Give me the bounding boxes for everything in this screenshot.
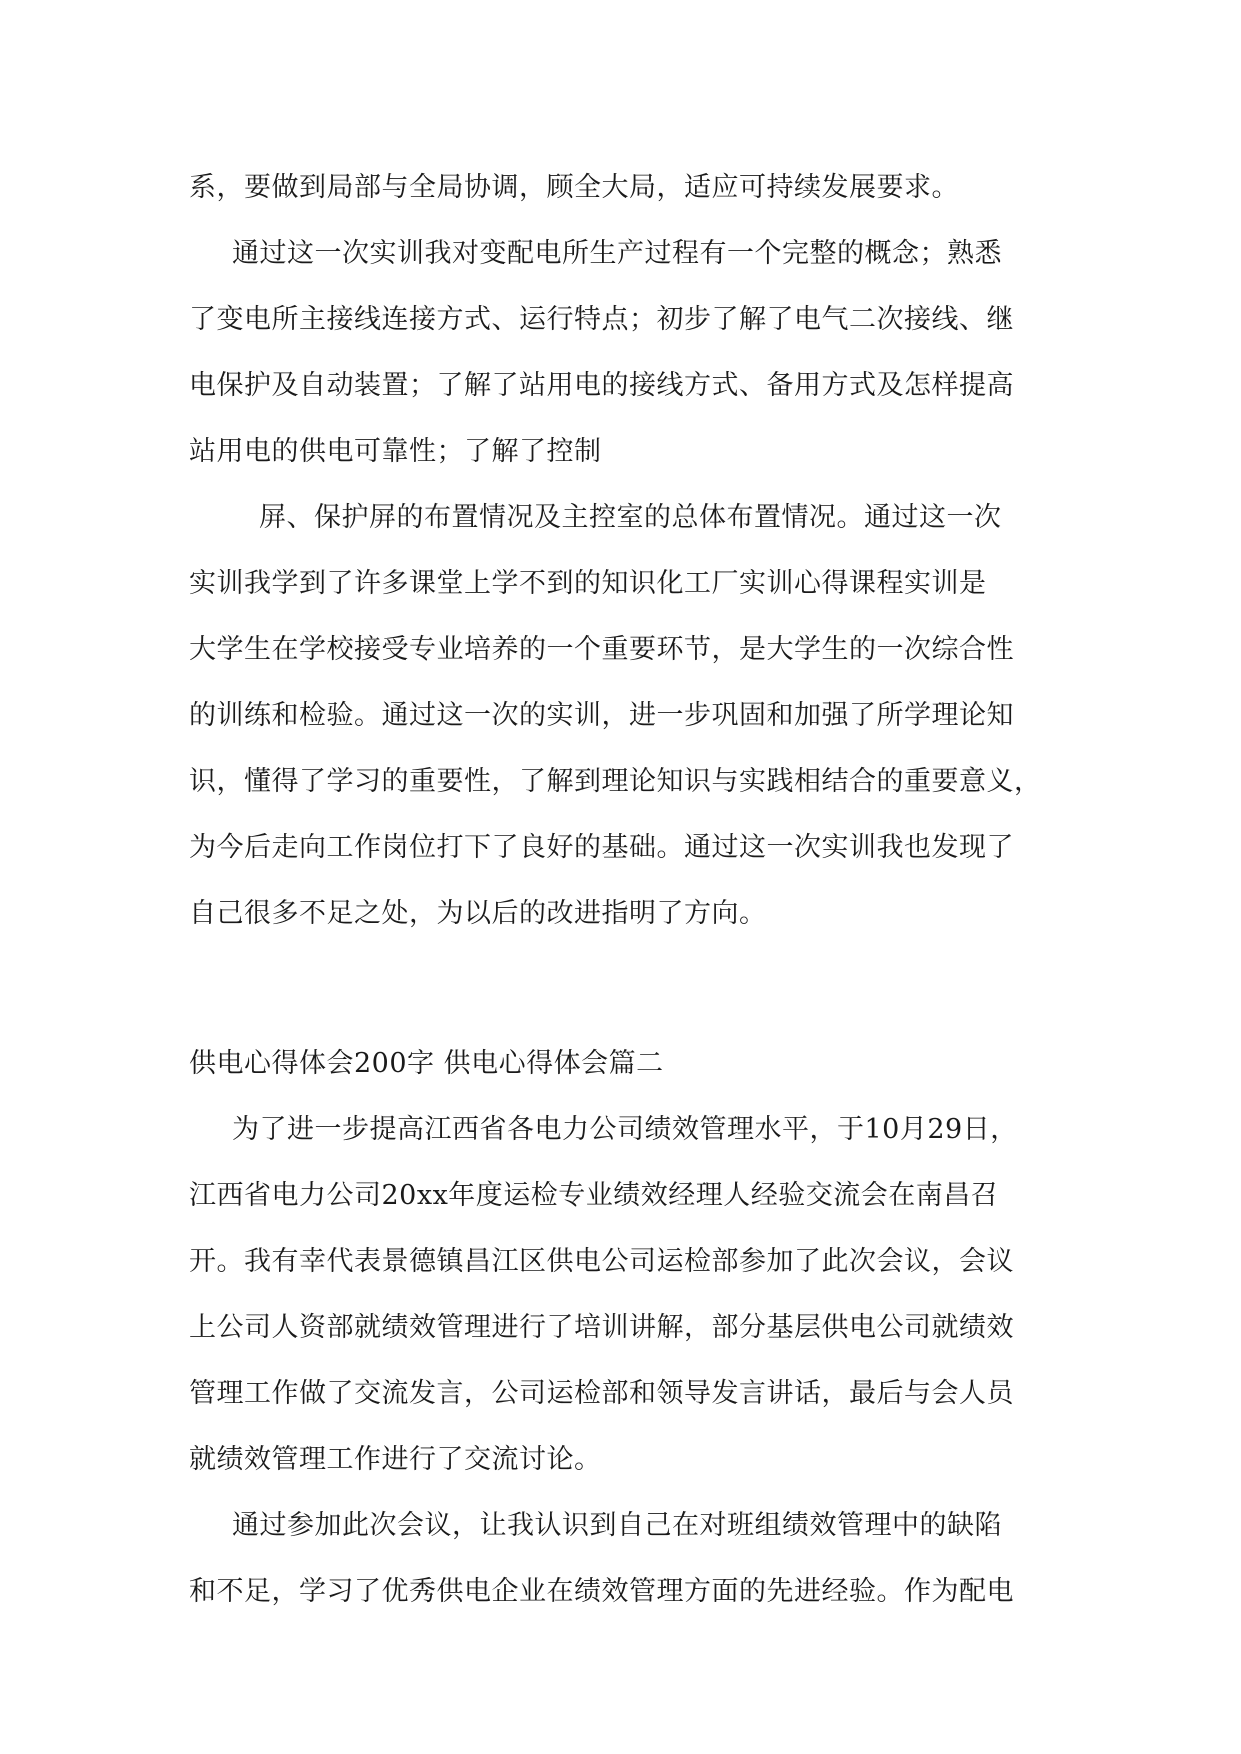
paragraph-start-line: 为了进一步提高江西省各电力公司绩效管理水平，于10月29日， bbox=[232, 1114, 1018, 1145]
text-line: 了变电所主接线连接方式、运行特点；初步了解了电气二次接线、继 bbox=[189, 304, 1014, 335]
text-line: 开。我有幸代表景德镇昌江区供电公司运检部参加了此次会议，会议 bbox=[189, 1246, 1014, 1277]
text-line: 电保护及自动装置；了解了站用电的接线方式、备用方式及怎样提高 bbox=[189, 370, 1014, 401]
text-line: 江西省电力公司20xx年度运检专业绩效经理人经验交流会在南昌召 bbox=[189, 1180, 999, 1211]
text-line: 就绩效管理工作进行了交流讨论。 bbox=[189, 1444, 602, 1475]
text-line: 大学生在学校接受专业培养的一个重要环节，是大学生的一次综合性 bbox=[189, 634, 1014, 665]
text-line: 识，懂得了学习的重要性，了解到理论知识与实践相结合的重要意义， bbox=[189, 766, 1042, 797]
text-line: 系，要做到局部与全局协调，顾全大局，适应可持续发展要求。 bbox=[189, 172, 959, 203]
text-line: 站用电的供电可靠性；了解了控制 bbox=[189, 436, 602, 467]
document-body bbox=[189, 155, 1051, 1625]
paragraph-start-line: 通过参加此次会议，让我认识到自己在对班组绩效管理中的缺陷 bbox=[232, 1510, 1002, 1541]
section-spacer bbox=[189, 947, 1051, 1031]
paragraph-start-line: 屏、保护屏的布置情况及主控室的总体布置情况。通过这一次 bbox=[259, 502, 1002, 533]
text-line: 为今后走向工作岗位打下了良好的基础。通过这一次实训我也发现了 bbox=[189, 832, 1014, 863]
text-line: 实训我学到了许多课堂上学不到的知识化工厂实训心得课程实训是 bbox=[189, 568, 987, 599]
text-line: 上公司人资部就绩效管理进行了培训讲解，部分基层供电公司就绩效 bbox=[189, 1312, 1014, 1343]
text-line: 自己很多不足之处，为以后的改进指明了方向。 bbox=[189, 898, 767, 929]
text-line: 的训练和检验。通过这一次的实训，进一步巩固和加强了所学理论知 bbox=[189, 700, 1014, 731]
text-line: 管理工作做了交流发言，公司运检部和领导发言讲话，最后与会人员 bbox=[189, 1378, 1014, 1409]
section-heading: 供电心得体会200字 供电心得体会篇二 bbox=[189, 1048, 664, 1079]
paragraph-start-line: 通过这一次实训我对变配电所生产过程有一个完整的概念；熟悉 bbox=[232, 238, 1002, 269]
text-line: 和不足，学习了优秀供电企业在绩效管理方面的先进经验。作为配电 bbox=[189, 1576, 1014, 1607]
